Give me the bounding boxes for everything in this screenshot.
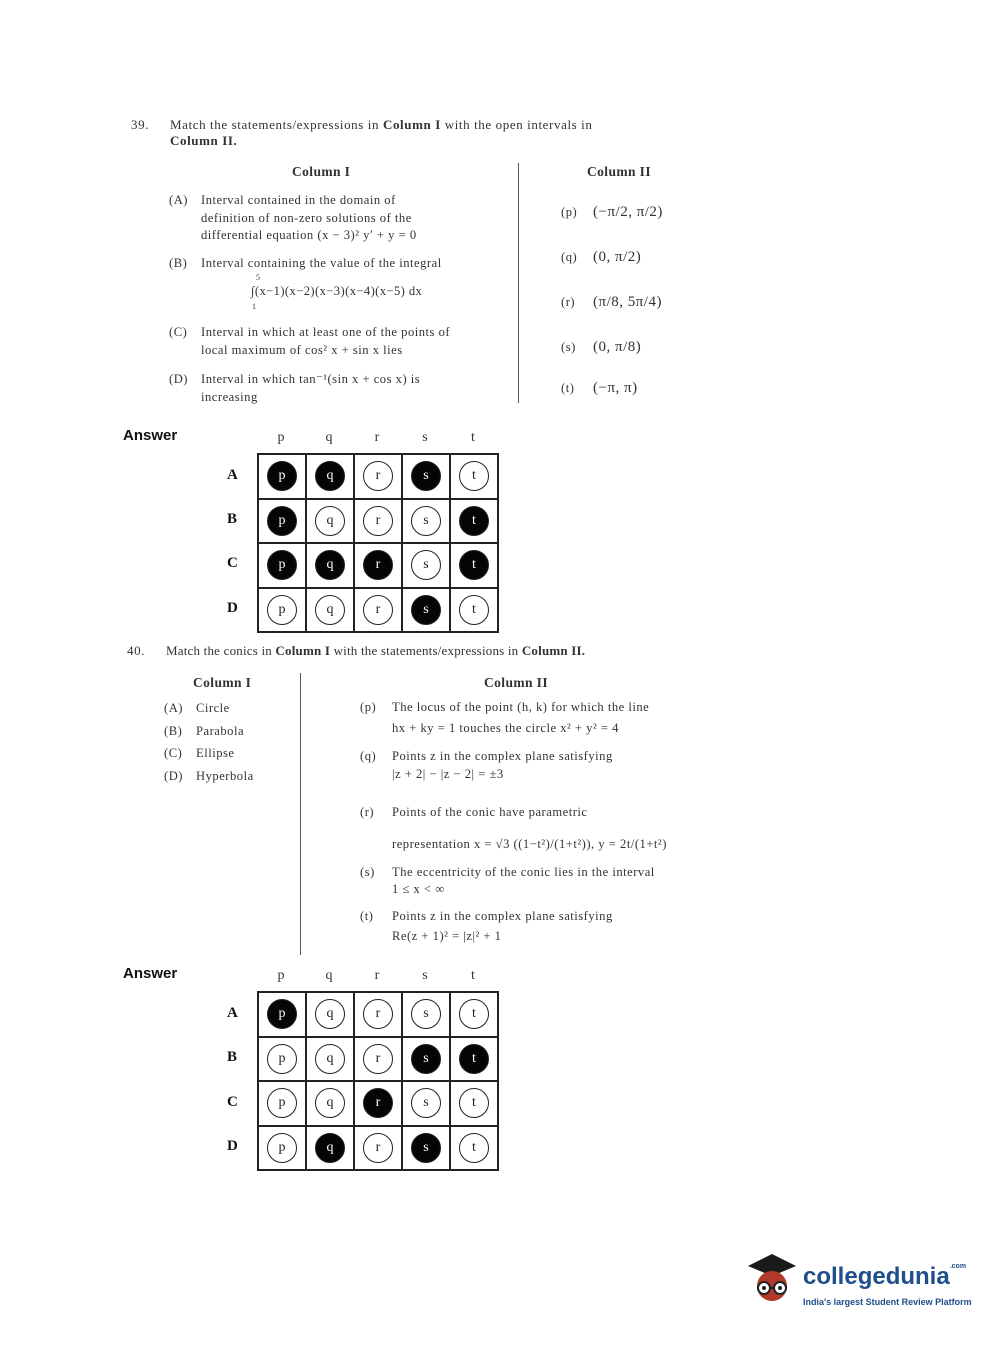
answer2-cell-a-s [402,992,450,1037]
q40-prompt: Match the conics in Column I with the statements/expressions in Column II. [166,643,586,658]
answer1-bubble-d-p[interactable]: p [267,595,297,625]
answer1-bubble-b-p[interactable]: p [267,506,297,536]
answer1-cell-a-p [258,454,306,499]
answer1-cell-d-q [306,588,354,633]
q39-item-a: (A) Interval contained in the domain of definition of non-zero solutions of the differential equation (x − 3)² y′ + y = 0 [169,193,417,242]
answer2-bubble-c-q[interactable]: q [315,1088,345,1118]
answer2-cell-d-t [450,1126,498,1171]
answer1-col-t: t [471,430,475,445]
answer1-col-s: s [422,430,428,445]
logo-suffix: .com [949,1263,967,1270]
answer2-bubble-b-r[interactable]: r [363,1044,393,1074]
answer1-bubble-b-t[interactable]: t [459,506,489,536]
q39-option-r: (r) (π/8, 5π/4) [561,294,662,310]
q39-option-q: (q) (0, π/2) [561,249,642,265]
answer1-bubble-a-s[interactable]: s [411,461,441,491]
q40-item-d: (D) Hyperbola [164,768,254,783]
answer2-col-t: t [471,968,475,983]
answer2-cell-d-s [402,1126,450,1171]
answer2-cell-b-r [354,1037,402,1082]
answer2-cell-c-q [306,1081,354,1126]
answer2-bubble-a-q[interactable]: q [315,999,345,1029]
q40-item-b: (B) Parabola [164,723,245,738]
q40-option-r: (r) Points of the conic have parametric representation x = √3 ((1−t²)/(1+t²)), y = 2t/(1+t²) [360,805,667,851]
q40-number: 40. [127,643,146,658]
answer1-cell-a-r [354,454,402,499]
answer1-row-b-label: B [227,511,238,527]
answer2-cell-c-s [402,1081,450,1126]
answer1-bubble-d-s[interactable]: s [411,595,441,625]
answer2-cell-a-r [354,992,402,1037]
answer1-cell-c-s [402,543,450,588]
answer2-bubble-a-t[interactable]: t [459,999,489,1029]
answer2-bubble-d-t[interactable]: t [459,1133,489,1163]
answer2-cell-a-t [450,992,498,1037]
q40-item-a: (A) Circle [164,701,230,715]
answer1-cell-d-t [450,588,498,633]
answer2-cell-b-p [258,1037,306,1082]
answer1-bubble-c-q[interactable]: q [315,550,345,580]
answer2-bubble-c-s[interactable]: s [411,1088,441,1118]
answer2-bubble-d-s[interactable]: s [411,1133,441,1163]
answer1-row-c-label: C [227,555,238,571]
answer1-cell-b-q [306,499,354,544]
answer1-cell-b-r [354,499,402,544]
answer1-cell-b-t [450,499,498,544]
answer1-row-d-label: D [227,600,238,616]
q39-prompt: Match the statements/expressions in Column I with the open intervals in Column II. [170,117,593,148]
answer1-label: Answer [123,427,178,444]
answer2-bubble-b-p[interactable]: p [267,1044,297,1074]
answer2-column-headers [257,968,497,984]
answer2-col-q: q [325,968,333,983]
answer2-bubble-d-q[interactable]: q [315,1133,345,1163]
answer2-cell-b-q [306,1037,354,1082]
answer1-cell-b-s [402,499,450,544]
q40-item-c: (C) Ellipse [164,746,235,760]
collegedunia-mascot-icon [742,1250,802,1310]
answer1-cell-a-q [306,454,354,499]
answer1-bubble-c-s[interactable]: s [411,550,441,580]
q40-option-s: (s) The eccentricity of the conic lies in the interval 1 ≤ x < ∞ [360,865,655,896]
collegedunia-logo [803,1263,966,1291]
answer1-bubble-a-r[interactable]: r [363,461,393,491]
q39-integral-upper: 5 [256,273,261,282]
q39-item-c: (C) Interval in which at least one of the points of local maximum of cos² x + sin x lies [169,325,451,357]
answer2-cell-b-t [450,1037,498,1082]
logo-tagline: India's largest Student Review Platform [803,1297,972,1307]
answer1-cell-a-t [450,454,498,499]
answer2-bubble-d-p[interactable]: p [267,1133,297,1163]
q40-column-divider [300,673,301,955]
answer2-cell-a-p [258,992,306,1037]
answer2-row-a-label: A [227,1005,238,1021]
answer1-column-headers [257,430,497,446]
answer1-cell-c-p [258,543,306,588]
answer2-cell-c-p [258,1081,306,1126]
q40-option-q: (q) Points z in the complex plane satisfying |z + 2| − |z − 2| = ±3 [360,749,613,781]
answer2-bubble-d-r[interactable]: r [363,1133,393,1163]
q40-option-p: (p) The locus of the point (h, k) for which the line hx + ky = 1 touches the circle x² + y² = 4 [360,700,650,735]
answer2-row-b-label: B [227,1049,238,1065]
answer1-bubble-a-t[interactable]: t [459,461,489,491]
answer2-bubble-a-s[interactable]: s [411,999,441,1029]
q39-option-t: (t) (−π, π) [561,380,638,396]
q39-column1-heading: Column I [292,164,351,179]
answer1-col-p: p [277,430,285,445]
answer1-cell-c-r [354,543,402,588]
answer1-cell-d-r [354,588,402,633]
q40-option-t: (t) Points z in the complex plane satisfying Re(z + 1)² = |z|² + 1 [360,909,613,943]
q39-column-divider [518,163,519,403]
answer1-col-r: r [374,430,380,445]
answer2-bubble-c-t[interactable]: t [459,1088,489,1118]
answer2-cell-d-r [354,1126,402,1171]
answer2-col-p: p [277,968,285,983]
answer2-bubble-c-r[interactable]: r [363,1088,393,1118]
answer2-cell-b-s [402,1037,450,1082]
q39-number: 39. [131,117,150,132]
answer2-col-s: s [422,968,428,983]
answer2-bubble-b-q[interactable]: q [315,1044,345,1074]
answer1-col-q: q [325,430,333,445]
q39-integral: ∫(x−1)(x−2)(x−3)(x−4)(x−5) dx [251,284,423,298]
answer2-cell-d-q [306,1126,354,1171]
answer2-cell-c-t [450,1081,498,1126]
q40-column1-heading: Column I [193,675,252,690]
answer1-bubble-a-p[interactable]: p [267,461,297,491]
q39-option-s: (s) (0, π/8) [561,339,642,355]
answer2-bubble-c-p[interactable]: p [267,1088,297,1118]
q39-column2-heading: Column II [587,164,651,179]
answer1-row-a-label: A [227,467,238,483]
q39-item-d: (D) Interval in which tan⁻¹(sin x + cos x) is increasing [169,372,421,404]
answer1-bubble-b-q[interactable]: q [315,506,345,536]
answer2-row-c-label: C [227,1094,238,1110]
q39-integral-lower: 1 [252,302,257,311]
answer2-bubble-a-r[interactable]: r [363,999,393,1029]
answer1-bubble-b-r[interactable]: r [363,506,393,536]
answer2-bubble-a-p[interactable]: p [267,999,297,1029]
answer1-grid [257,453,499,633]
answer1-bubble-c-r[interactable]: r [363,550,393,580]
q40-column1-list [164,697,254,787]
q39-option-p: (p) (−π/2, π/2) [561,204,663,220]
answer2-label: Answer [123,965,178,982]
q40-column2-heading: Column II [484,675,548,690]
answer1-bubble-a-q[interactable]: q [315,461,345,491]
answer2-cell-a-q [306,992,354,1037]
answer1-cell-d-s [402,588,450,633]
answer1-bubble-b-s[interactable]: s [411,506,441,536]
answer2-cell-d-p [258,1126,306,1171]
answer2-col-r: r [374,968,380,983]
q39-item-b: (B) Interval containing the value of the integral [169,256,442,270]
answer1-cell-b-p [258,499,306,544]
answer1-cell-d-p [258,588,306,633]
answer2-bubble-b-t[interactable]: t [459,1044,489,1074]
answer1-cell-a-s [402,454,450,499]
answer2-grid [257,991,499,1171]
answer1-cell-c-q [306,543,354,588]
answer1-bubble-d-q[interactable]: q [315,595,345,625]
answer1-bubble-c-p[interactable]: p [267,550,297,580]
answer2-cell-c-r [354,1081,402,1126]
answer1-bubble-d-t[interactable]: t [459,595,489,625]
logo-name: collegedunia [803,1263,950,1290]
answer2-row-d-label: D [227,1138,238,1154]
answer1-cell-c-t [450,543,498,588]
answer1-bubble-c-t[interactable]: t [459,550,489,580]
answer1-bubble-d-r[interactable]: r [363,595,393,625]
answer2-bubble-b-s[interactable]: s [411,1044,441,1074]
